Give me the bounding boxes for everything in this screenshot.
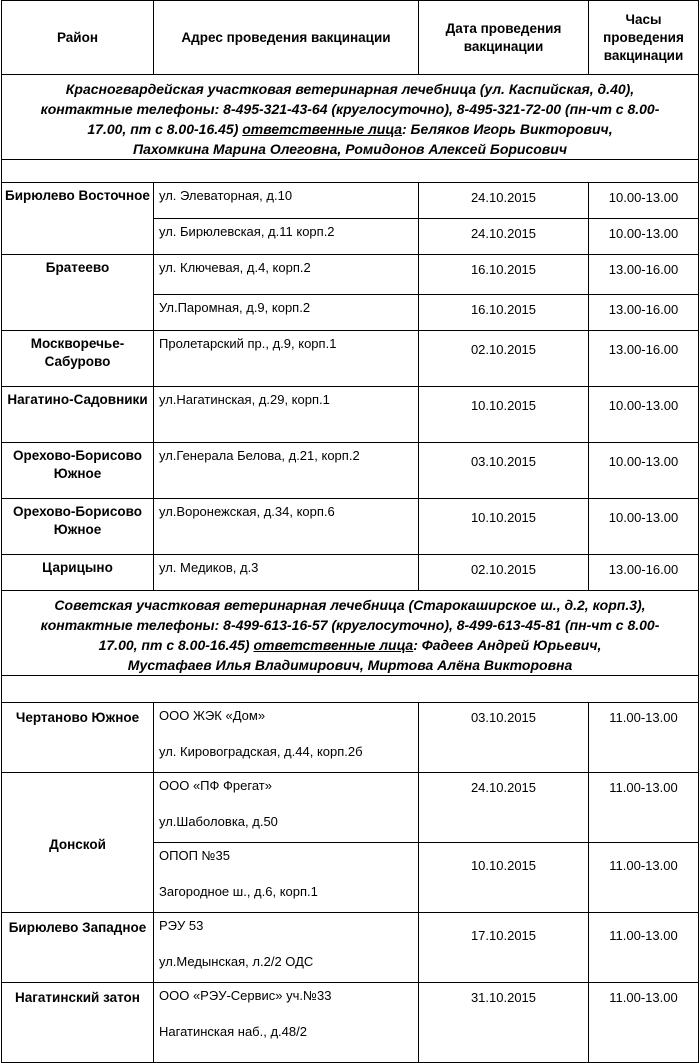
clinic-info-line: контактные телефоны: 8-499-613-16-57 (круглосуточно), 8-499-613-45-81 (пн-чт с 8.00- (40, 617, 660, 633)
address-cell: ул. Бирюлевская, д.11 корп.2 (154, 219, 419, 255)
clinic-hours-text: 17.00, пт с 8.00-16.45) (98, 637, 254, 653)
clinic-info-row (2, 591, 699, 676)
clinic-info-line: Советская участковая ветеринарная лечебница (Старокаширское ш., д.2, корп.3), (54, 597, 646, 613)
date-cell: 03.10.2015 (419, 703, 589, 773)
date-cell: 17.10.2015 (419, 913, 589, 983)
district-cell: Орехово-Борисово Южное (2, 443, 154, 499)
address-cell: Ул.Паромная, д.9, корп.2 (154, 295, 419, 331)
responsible-names: : Беляков Игорь Викторович, (402, 121, 613, 137)
hours-cell: 10.00-13.00 (589, 219, 699, 255)
address-cell: ул.Воронежская, д.34, корп.6 (154, 499, 419, 555)
clinic-info-line (8, 119, 692, 139)
clinic-info-line (8, 635, 692, 655)
address-cell (154, 773, 419, 843)
clinic-info-row (2, 75, 699, 160)
responsible-label: ответственные лица (253, 637, 414, 653)
address-text: ул. Кировоградская, д.44, корп.2б (159, 744, 363, 759)
address-cell (154, 703, 419, 773)
district-cell: Царицыно (2, 555, 154, 591)
clinic-info-line: Красногвардейская участковая ветеринарная лечебница (ул. Каспийская, д.40), (65, 81, 635, 97)
header-hours: Часы проведения вакцинации (589, 1, 699, 75)
spacer (2, 160, 699, 183)
table-row (2, 443, 699, 499)
table-row (2, 387, 699, 443)
table-row (2, 703, 699, 773)
date-cell: 10.10.2015 (419, 843, 589, 913)
date-cell: 02.10.2015 (419, 331, 589, 387)
date-cell: 02.10.2015 (419, 555, 589, 591)
hours-cell: 10.00-13.00 (589, 387, 699, 443)
table-row (2, 913, 699, 983)
clinic-info (2, 75, 699, 160)
clinic-info (2, 591, 699, 676)
table-row (2, 183, 699, 219)
hours-cell: 10.00-13.00 (589, 499, 699, 555)
hours-cell: 13.00-16.00 (589, 331, 699, 387)
hours-cell: 11.00-13.00 (589, 983, 699, 1063)
district-cell: Нагатино-Садовники (2, 387, 154, 443)
spacer-row (2, 160, 699, 183)
header-date: Дата проведения вакцинации (419, 1, 589, 75)
date-cell: 10.10.2015 (419, 499, 589, 555)
address-cell: ул.Нагатинская, д.29, корп.1 (154, 387, 419, 443)
address-text: ул.Шаболовка, д.50 (159, 814, 278, 829)
table-row (2, 255, 699, 295)
clinic-info-line: Мустафаев Илья Владимирович, Миртова Алёна Викторовна (127, 657, 573, 673)
district-cell: Орехово-Борисово Южное (2, 499, 154, 555)
date-cell: 10.10.2015 (419, 387, 589, 443)
table-row (2, 983, 699, 1063)
date-cell: 24.10.2015 (419, 773, 589, 843)
address-text: Нагатинская наб., д.48/2 (159, 1024, 307, 1039)
table-row (2, 773, 699, 843)
spacer (2, 676, 699, 703)
address-cell: ул. Элеваторная, д.10 (154, 183, 419, 219)
table-row (2, 499, 699, 555)
date-cell: 16.10.2015 (419, 295, 589, 331)
address-cell (154, 843, 419, 913)
address-cell: ул. Ключевая, д.4, корп.2 (154, 255, 419, 295)
date-cell: 31.10.2015 (419, 983, 589, 1063)
org-name: ООО «РЭУ-Сервис» уч.№33 (159, 988, 332, 1003)
table-row (2, 555, 699, 591)
clinic-hours-text: 17.00, пт с 8.00-16.45) (87, 121, 243, 137)
responsible-label: ответственные лица (242, 121, 402, 137)
district-cell: Братеево (2, 255, 154, 331)
hours-cell: 11.00-13.00 (589, 913, 699, 983)
clinic-info-line: Пахомкина Марина Олеговна, Ромидонов Алексей Борисович (133, 141, 567, 157)
hours-cell: 13.00-16.00 (589, 255, 699, 295)
responsible-names: : Фадеев Андрей Юрьевич, (413, 637, 602, 653)
header-row (2, 1, 699, 75)
district-cell: Донской (2, 773, 154, 913)
hours-cell: 11.00-13.00 (589, 843, 699, 913)
table-row (2, 331, 699, 387)
hours-cell: 13.00-16.00 (589, 295, 699, 331)
address-cell: Пролетарский пр., д.9, корп.1 (154, 331, 419, 387)
header-address: Адрес проведения вакцинации (154, 1, 419, 75)
district-cell: Бирюлево Западное (2, 913, 154, 983)
district-cell: Москворечье-Сабурово (2, 331, 154, 387)
org-name: ОПОП №35 (159, 848, 230, 863)
address-cell (154, 913, 419, 983)
hours-cell: 10.00-13.00 (589, 443, 699, 499)
hours-cell: 10.00-13.00 (589, 183, 699, 219)
date-cell: 03.10.2015 (419, 443, 589, 499)
date-cell: 24.10.2015 (419, 219, 589, 255)
org-name: РЭУ 53 (159, 918, 204, 933)
date-cell: 24.10.2015 (419, 183, 589, 219)
spacer-row (2, 676, 699, 703)
address-cell: ул. Медиков, д.3 (154, 555, 419, 591)
district-cell: Бирюлево Восточное (2, 183, 154, 255)
clinic-info-line: контактные телефоны: 8-495-321-43-64 (круглосуточно), 8-495-321-72-00 (пн-чт с 8.00- (40, 101, 660, 117)
district-cell: Чертаново Южное (2, 703, 154, 773)
hours-cell: 11.00-13.00 (589, 703, 699, 773)
header-district: Район (2, 1, 154, 75)
district-cell: Нагатинский затон (2, 983, 154, 1063)
address-text: Загородное ш., д.6, корп.1 (159, 884, 318, 899)
org-name: ООО «ПФ Фрегат» (159, 778, 272, 793)
address-cell: ул.Генерала Белова, д.21, корп.2 (154, 443, 419, 499)
schedule-table (1, 0, 699, 1063)
address-text: ул.Медынская, л.2/2 ОДС (159, 954, 314, 969)
hours-cell: 11.00-13.00 (589, 773, 699, 843)
address-cell (154, 983, 419, 1063)
hours-cell: 13.00-16.00 (589, 555, 699, 591)
date-cell: 16.10.2015 (419, 255, 589, 295)
org-name: ООО ЖЭК «Дом» (159, 708, 266, 723)
